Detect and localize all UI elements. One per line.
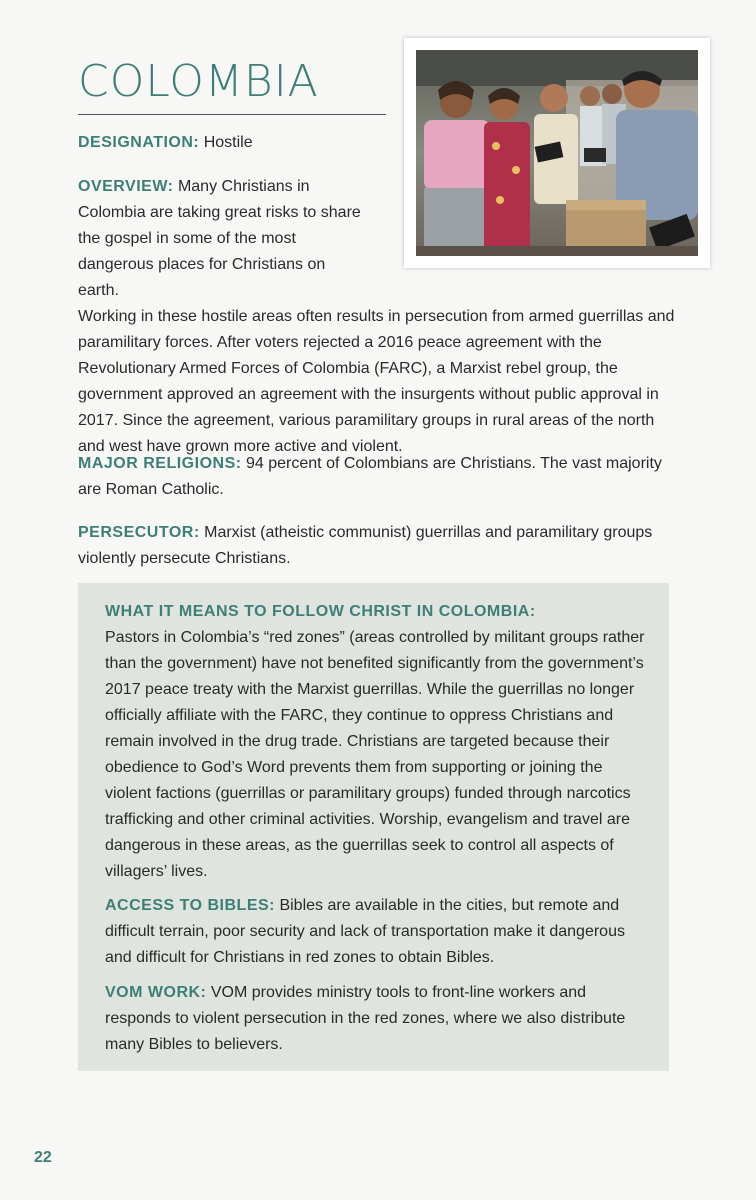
vom-work-text: VOM provides ministry tools to front-line workers and responds to violent persecution in the red zones, where we also distribute many Bibles to believers. — [105, 984, 626, 1053]
access-to-bibles-section — [105, 893, 650, 971]
access-to-bibles-label: ACCESS TO BIBLES: — [105, 897, 275, 914]
overview-section — [78, 174, 678, 460]
access-to-bibles-text: Bibles are available in the cities, but remote and difficult terrain, poor security and lack of transportation make it dangerous and difficult for Christians in red zones to obtain Bibles. — [105, 897, 625, 966]
persecutor-section — [78, 520, 678, 572]
follow-christ-text: Pastors in Colombia’s “red zones” (areas controlled by militant groups rather than the government) have not benefited significantly from the government’s 2017 peace treaty with the Marxist guerrillas. While the guerrillas no longer officially affiliate with the FARC, they continue to oppress Christians and remain involved in the drug trade. Christians are targeted because their obedience to God’s Word prevents them from supporting or joining the violent factions (guerrillas or paramilitary groups) funded through narcotics trafficking and other criminal activities. Worship, evangelism and travel are dangerous in these areas, as the guerrillas seek to control all aspects of villagers’ lives. — [105, 629, 645, 880]
designation-text: Hostile — [203, 134, 253, 151]
page-number: 22 — [34, 1149, 52, 1166]
follow-christ-section — [105, 599, 650, 885]
overview-label: OVERVIEW: — [78, 178, 174, 195]
major-religions-text: 94 percent of Colombians are Christians. The vast majority are Roman Catholic. — [78, 455, 662, 498]
title-divider — [78, 114, 386, 115]
designation-section — [78, 130, 253, 156]
designation-label: DESIGNATION: — [78, 134, 200, 151]
overview-narrow-block — [78, 174, 368, 304]
follow-christ-label: WHAT IT MEANS TO FOLLOW CHRIST IN COLOMBIA: — [105, 603, 536, 620]
major-religions-label: MAJOR RELIGIONS: — [78, 455, 242, 472]
major-religions-section — [78, 451, 678, 503]
overview-text-narrow: Many Christians in Colombia are taking great risks to share the gospel in some of the most dangerous places for Christians on earth. — [78, 178, 361, 299]
overview-text-wide: Working in these hostile areas often results in persecution from armed guerrillas and paramilitary forces. After voters rejected a 2016 peace agreement with the Revolutionary Armed Forces of Colombia (FARC), a Marxist rebel group, the government approved an agreement with the insurgents without public approval in 2017. Since the agreement, various paramilitary groups in rural areas of the north and west have grown more active and violent. — [78, 308, 675, 455]
page-title: COLOMBIA — [78, 56, 319, 107]
vom-work-label: VOM WORK: — [105, 984, 207, 1001]
persecutor-label: PERSECUTOR: — [78, 524, 200, 541]
sidebar-box — [78, 583, 669, 1071]
persecutor-text: Marxist (atheistic communist) guerrillas and paramilitary groups violently persecute Christians. — [78, 524, 653, 567]
vom-work-section — [105, 980, 650, 1058]
